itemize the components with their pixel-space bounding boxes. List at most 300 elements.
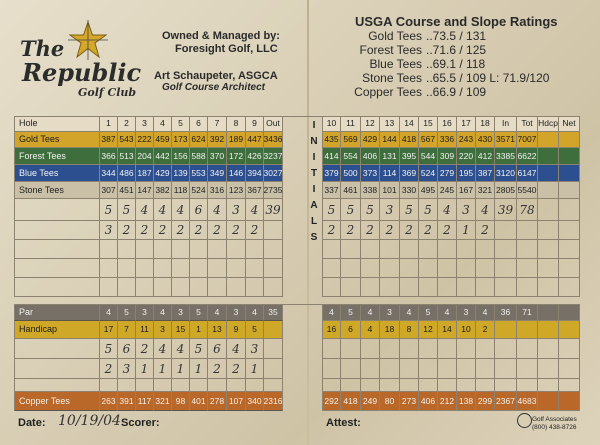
row-blank3-cell [190,278,208,297]
row-blank4-cell [154,379,172,392]
row-stone-cell: 101 [380,182,400,199]
row-score2-cell [14,339,100,359]
row-handicap-cell [264,321,283,339]
rating-value: ..65.5 / 109 L: 71.9/120 [426,71,550,85]
row-blank1-cell [190,240,208,259]
row-par-cell: 4 [476,304,495,321]
row-score2-cell: 4 [154,339,172,359]
row-putts2-cell: 2 [100,359,118,379]
ratings-title: USGA Course and Slope Ratings [355,14,558,29]
row-blank1-cell [14,240,100,259]
row-copper-cell: 80 [380,392,400,411]
row-blank1-cell [154,240,172,259]
row-score2-cell [559,339,580,359]
header-cell: 17 [457,116,476,132]
row-blue-cell: 524 [419,165,438,182]
rating-tee-name: Blue Tees [369,57,422,71]
row-forest-cell: 395 [400,148,419,165]
header-cell: 6 [190,116,208,132]
initials-letter: I [312,120,316,131]
row-forest-cell: 412 [476,148,495,165]
row-stone-cell: 367 [246,182,264,199]
row-copper-cell: 4683 [517,392,538,411]
row-blank3-cell [100,278,118,297]
row-gold-cell: 543 [118,132,136,148]
initials-label [306,118,322,298]
row-copper-cell: 401 [190,392,208,411]
row-gold-cell: 459 [154,132,172,148]
row-blank1-cell [246,240,264,259]
row-forest-cell [559,148,580,165]
rating-tee-name: Stone Tees [362,71,422,85]
row-putts1-cell: 2 [154,221,172,240]
row-blue-cell: 379 [322,165,341,182]
row-putts1-cell: 2 [419,221,438,240]
row-stone-cell: 123 [227,182,246,199]
row-putts1-cell: 2 [246,221,264,240]
row-blank1-cell [400,240,419,259]
row-putts2-cell: 1 [154,359,172,379]
row-blank3-cell [361,278,380,297]
header-cell: 18 [476,116,495,132]
row-blank4-cell [476,379,495,392]
row-gold-cell [538,132,559,148]
row-blank1-cell [559,240,580,259]
rating-value: ..73.5 / 131 [426,29,487,43]
owned-by: Owned & Managed by: [162,30,280,42]
row-putts1-cell [559,221,580,240]
row-blank2-cell [559,259,580,278]
row-forest-cell: 6622 [517,148,538,165]
row-score1-cell: 4 [476,199,495,221]
row-blank4-cell [438,379,457,392]
row-copper-cell: 340 [246,392,264,411]
row-blank3-cell [559,278,580,297]
row-putts1-cell [517,221,538,240]
table-top-border [14,116,580,117]
initials-letter: I [312,152,316,163]
row-handicap-cell [517,321,538,339]
rating-tee-name: Copper Tees [354,85,422,99]
header-cell: 9 [246,116,264,132]
row-handicap-cell [495,321,517,339]
header-cell: Net [559,116,580,132]
row-gold-cell: 189 [227,132,246,148]
row-putts2-cell [476,359,495,379]
row-gold-cell: 418 [400,132,419,148]
row-putts1-cell [14,221,100,240]
row-stone-cell: 330 [400,182,419,199]
row-par-cell: 4 [322,304,341,321]
row-blank2-cell [264,259,283,278]
row-score1-cell: 39 [495,199,517,221]
row-score1-cell: 4 [172,199,190,221]
row-stone-cell: 495 [419,182,438,199]
row-putts1-cell [538,221,559,240]
row-handicap-cell: 8 [400,321,419,339]
row-putts2-cell [438,359,457,379]
row-putts2-cell [322,359,341,379]
header-cell: Tot [517,116,538,132]
rating-tee-name: Forest Tees [359,43,422,57]
row-blank3-cell [322,278,341,297]
row-blank4-cell [457,379,476,392]
row-forest-cell: 442 [154,148,172,165]
row-stone-cell: 118 [172,182,190,199]
row-copper-cell: 292 [322,392,341,411]
row-par-cell: 4 [154,304,172,321]
row-stone-cell: 321 [476,182,495,199]
row-blank1-cell [264,240,283,259]
row-forest-cell: 414 [322,148,341,165]
row-score1-cell: 4 [208,199,227,221]
row-blank3-cell [118,278,136,297]
row-blank1-cell [517,240,538,259]
row-blank2-cell [380,259,400,278]
row-gold-cell [559,132,580,148]
row-forest-cell: 426 [246,148,264,165]
row-copper-cell: 418 [341,392,361,411]
architect-title: Golf Course Architect [162,82,265,93]
row-par-cell: 36 [495,304,517,321]
row-gold-cell: 430 [476,132,495,148]
initials-letter: A [310,200,318,211]
row-blue-cell: 369 [400,165,419,182]
initials-letter: T [310,168,318,179]
row-blue-cell [559,165,580,182]
row-score1-cell: 3 [457,199,476,221]
row-blank3-cell [419,278,438,297]
row-copper-cell: 321 [154,392,172,411]
row-par-cell: 4 [361,304,380,321]
row-score2-cell [457,339,476,359]
row-forest-cell: 156 [172,148,190,165]
logo-club: Golf Club [78,86,137,99]
row-putts1-cell: 1 [457,221,476,240]
row-blank3-cell [246,278,264,297]
row-par-cell: 3 [457,304,476,321]
row-putts2-cell: 1 [246,359,264,379]
row-handicap-cell: 14 [438,321,457,339]
row-blank3-cell [400,278,419,297]
scorer-label: Scorer: [121,417,160,429]
row-score2-cell: 6 [208,339,227,359]
row-handicap-cell [538,321,559,339]
row-gold-cell: 447 [246,132,264,148]
row-score1-cell: 4 [154,199,172,221]
row-blank3-cell [208,278,227,297]
row-copper-cell [559,392,580,411]
row-forest-cell: 3385 [495,148,517,165]
row-blank2-cell [419,259,438,278]
row-blank4-cell [419,379,438,392]
row-handicap-cell: 2 [476,321,495,339]
row-blank3-cell [438,278,457,297]
row-score2-cell [438,339,457,359]
row-blank4-cell [208,379,227,392]
row-blank4-cell [341,379,361,392]
row-putts2-cell [517,359,538,379]
row-putts2-cell [264,359,283,379]
row-gold-cell: 243 [457,132,476,148]
row-putts1-cell: 2 [322,221,341,240]
row-putts1-cell: 2 [361,221,380,240]
row-blank3-cell [227,278,246,297]
row-blank4-cell [136,379,154,392]
row-blank3-cell [476,278,495,297]
golf-associates-phone: (800) 438-8726 [532,424,577,431]
row-stone-cell: 316 [208,182,227,199]
row-gold-cell: Gold Tees [14,132,100,148]
row-stone-cell: 461 [341,182,361,199]
row-stone-cell: 2805 [495,182,517,199]
row-blank3-cell [517,278,538,297]
row-blue-cell [538,165,559,182]
row-blank4-cell [190,379,208,392]
row-handicap-cell: 12 [419,321,438,339]
row-score2-cell: 2 [136,339,154,359]
row-handicap-cell: 1 [190,321,208,339]
header-cell: 12 [361,116,380,132]
row-stone-cell: 167 [457,182,476,199]
row-blue-cell: 500 [341,165,361,182]
row-copper-cell: 278 [208,392,227,411]
row-score2-cell [322,339,341,359]
row-forest-cell: 131 [380,148,400,165]
row-par-cell: 35 [264,304,283,321]
row-handicap-cell: 13 [208,321,227,339]
row-score2-cell [400,339,419,359]
row-gold-cell: 569 [341,132,361,148]
header-cell: 3 [136,116,154,132]
row-copper-cell: 263 [100,392,118,411]
row-score1-cell: 4 [246,199,264,221]
header-cell: 4 [154,116,172,132]
initials-letter: I [312,184,316,195]
row-score1-cell: 5 [361,199,380,221]
row-par-cell [538,304,559,321]
row-gold-cell: 429 [361,132,380,148]
row-blue-cell: 279 [438,165,457,182]
row-putts2-cell [361,359,380,379]
row-blank1-cell [438,240,457,259]
row-blank2-cell [14,259,100,278]
row-blank2-cell [495,259,517,278]
row-stone-cell: 5540 [517,182,538,199]
row-score2-cell [495,339,517,359]
row-score1-cell: 5 [118,199,136,221]
row-blank3-cell [495,278,517,297]
row-copper-cell: 299 [476,392,495,411]
header-cell: 7 [208,116,227,132]
row-handicap-cell: 17 [100,321,118,339]
row-blank4-cell [172,379,190,392]
row-score1-cell: 78 [517,199,538,221]
row-forest-cell: 220 [457,148,476,165]
row-forest-cell: 588 [190,148,208,165]
row-putts2-cell [538,359,559,379]
row-blank2-cell [118,259,136,278]
row-score1-cell [559,199,580,221]
header-cell: 8 [227,116,246,132]
row-blue-cell: 373 [361,165,380,182]
row-blue-cell: 394 [246,165,264,182]
architect-name: Art Schaupeter, ASGCA [154,70,278,82]
row-score2-cell [380,339,400,359]
rating-value: ..69.1 / 118 [426,57,486,71]
row-putts1-cell: 2 [400,221,419,240]
row-forest-cell: 406 [361,148,380,165]
row-par-cell: 4 [400,304,419,321]
row-score1-cell: 5 [341,199,361,221]
row-score1-cell: 39 [264,199,283,221]
row-par-cell: 3 [172,304,190,321]
row-score1-cell: 4 [438,199,457,221]
row-blank1-cell [100,240,118,259]
golf-associates-logo-icon [517,413,532,428]
row-copper-cell: 212 [438,392,457,411]
row-blank2-cell [154,259,172,278]
row-score2-cell [476,339,495,359]
row-blue-cell: 6147 [517,165,538,182]
row-blank4-cell [400,379,419,392]
golf-associates-name: Golf Associates [532,416,577,423]
row-forest-cell: 513 [118,148,136,165]
row-blank4-cell [227,379,246,392]
row-gold-cell: 7007 [517,132,538,148]
row-score2-cell: 4 [172,339,190,359]
row-blank1-cell [476,240,495,259]
logo-the: The [20,36,65,61]
row-score1-cell: 5 [400,199,419,221]
logo-republic: Republic [22,58,142,87]
row-handicap-cell: 15 [172,321,190,339]
row-blank1-cell [341,240,361,259]
row-blank3-cell [264,278,283,297]
row-putts2-cell: 1 [190,359,208,379]
row-blank1-cell [419,240,438,259]
header-cell: 2 [118,116,136,132]
row-blank1-cell [495,240,517,259]
row-score2-cell: 3 [246,339,264,359]
row-putts2-cell [400,359,419,379]
row-copper-cell: 138 [457,392,476,411]
row-stone-cell: 451 [118,182,136,199]
row-forest-cell: 309 [438,148,457,165]
row-par-cell: 4 [100,304,118,321]
row-putts2-cell: 3 [118,359,136,379]
row-par-cell: Par [14,304,100,321]
row-blank2-cell [341,259,361,278]
row-handicap-cell: 9 [227,321,246,339]
row-blank4-cell [246,379,264,392]
row-score2-cell [538,339,559,359]
row-blank1-cell [361,240,380,259]
row-blank1-cell [322,240,341,259]
row-forest-cell: 3237 [264,148,283,165]
header-cell: 16 [438,116,457,132]
row-blank2-cell [208,259,227,278]
row-blank2-cell [361,259,380,278]
row-blue-cell: 139 [172,165,190,182]
row-blank1-cell [227,240,246,259]
row-blank2-cell [322,259,341,278]
row-copper-cell: 2316 [264,392,283,411]
row-par-cell: 4 [438,304,457,321]
management-company: Foresight Golf, LLC [175,43,278,55]
row-par-cell: 5 [190,304,208,321]
row-score1-cell: 5 [419,199,438,221]
row-par-cell: 5 [341,304,361,321]
row-blue-cell: 146 [227,165,246,182]
row-stone-cell: 307 [100,182,118,199]
row-score2-cell [361,339,380,359]
row-stone-cell: 245 [438,182,457,199]
row-forest-cell: 370 [208,148,227,165]
row-copper-cell: 2367 [495,392,517,411]
rating-value: ..71.6 / 125 [426,43,487,57]
row-blank2-cell [538,259,559,278]
row-putts1-cell: 2 [438,221,457,240]
row-gold-cell: 624 [190,132,208,148]
header-cell: Out [264,116,283,132]
row-forest-cell: 366 [100,148,118,165]
row-handicap-cell: Handicap [14,321,100,339]
row-handicap-cell: 4 [361,321,380,339]
row-blue-cell: 429 [154,165,172,182]
row-blank3-cell [457,278,476,297]
row-blank1-cell [208,240,227,259]
header-cell: 15 [419,116,438,132]
row-par-cell [559,304,580,321]
row-stone-cell: 147 [136,182,154,199]
row-handicap-cell: 6 [341,321,361,339]
row-blank4-cell [100,379,118,392]
row-handicap-cell: 16 [322,321,341,339]
row-forest-cell: 544 [419,148,438,165]
header-cell: 5 [172,116,190,132]
header-cell: In [495,116,517,132]
row-blank2-cell [190,259,208,278]
row-blue-cell: 3120 [495,165,517,182]
row-blank4-cell [14,379,100,392]
row-stone-cell: 524 [190,182,208,199]
row-blank2-cell [400,259,419,278]
row-putts1-cell: 2 [136,221,154,240]
row-putts1-cell: 2 [118,221,136,240]
row-gold-cell: 3571 [495,132,517,148]
row-score1-cell: 5 [100,199,118,221]
row-stone-cell: 338 [361,182,380,199]
row-score2-cell [264,339,283,359]
initials-letter: L [310,216,318,227]
row-blank3-cell [14,278,100,297]
row-blank4-cell [559,379,580,392]
header-cell: 11 [341,116,361,132]
row-blue-cell: 553 [190,165,208,182]
initials-letter: N [310,136,318,147]
row-stone-cell: Stone Tees [14,182,100,199]
row-blank4-cell [322,379,341,392]
row-gold-cell: 173 [172,132,190,148]
row-par-cell: 3 [227,304,246,321]
row-putts2-cell: 1 [172,359,190,379]
row-handicap-cell: 5 [246,321,264,339]
row-par-cell: 3 [380,304,400,321]
row-score1-cell: 4 [136,199,154,221]
row-putts1-cell [495,221,517,240]
row-putts1-cell: 2 [172,221,190,240]
